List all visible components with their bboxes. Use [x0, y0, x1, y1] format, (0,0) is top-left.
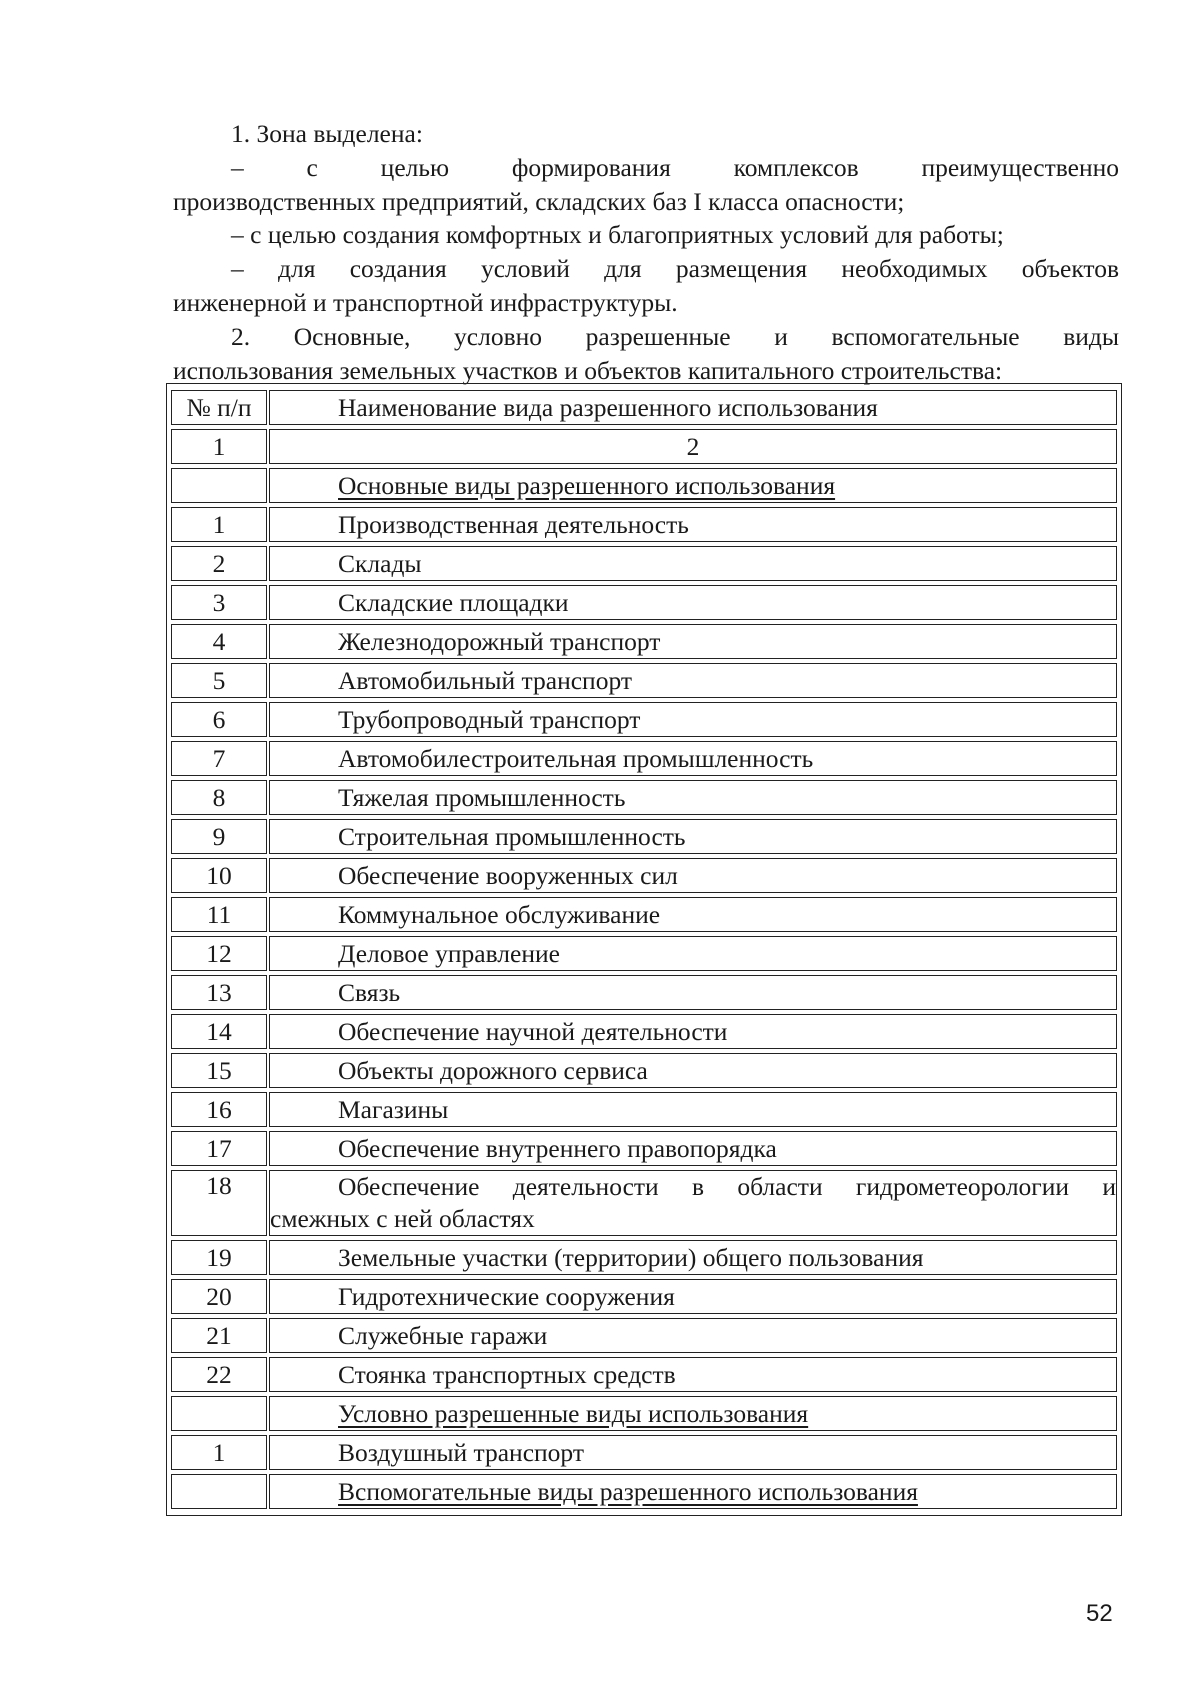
row-name-cell: Земельные участки (территории) общего пользования — [269, 1240, 1117, 1275]
paragraph-zone-allocated: 1. Зона выделена: — [231, 119, 423, 148]
row-number-cell: 9 — [171, 819, 267, 854]
empty-num-cell — [171, 468, 267, 503]
row-name-cell: Обеспечение вооруженных сил — [269, 858, 1117, 893]
column-number-2: 2 — [269, 429, 1117, 464]
table-row — [171, 741, 1117, 776]
row-number-cell: 10 — [171, 858, 267, 893]
table-row — [171, 1053, 1117, 1088]
table-row — [171, 1131, 1117, 1166]
table-row — [171, 702, 1117, 737]
row-name-cell: Магазины — [269, 1092, 1117, 1127]
row-name-cell: Коммунальное обслуживание — [269, 897, 1117, 932]
row-name-cell: Склады — [269, 546, 1117, 581]
row-name-cell: Стоянка транспортных средств — [269, 1357, 1117, 1392]
page-number: 52 — [1086, 1600, 1113, 1627]
table-row — [171, 1014, 1117, 1049]
row-name-cell: Обеспечение научной деятельности — [269, 1014, 1117, 1049]
table-row — [171, 1240, 1117, 1275]
row-name-cell: Строительная промышленность — [269, 819, 1117, 854]
table-row — [171, 1092, 1117, 1127]
row-name-cell: Тяжелая промышленность — [269, 780, 1117, 815]
row-number-cell: 19 — [171, 1240, 267, 1275]
table-row — [171, 858, 1117, 893]
header-num-cell: № п/п — [171, 390, 267, 425]
table-row — [171, 897, 1117, 932]
section-title-auxiliary: Вспомогательные виды разрешенного использования — [269, 1474, 1117, 1509]
paragraph-usage-types-line2: использования земельных участков и объектов капитального строительства: — [173, 356, 1003, 385]
table-row — [171, 1357, 1117, 1392]
paragraph-purpose-1-line2: производственных предприятий, складских баз I класса опасности; — [173, 187, 905, 216]
table-row — [171, 936, 1117, 971]
row-number-cell: 15 — [171, 1053, 267, 1088]
row-number-cell: 20 — [171, 1279, 267, 1314]
row-number-cell: 2 — [171, 546, 267, 581]
section-row — [171, 1474, 1117, 1509]
table-row — [171, 663, 1117, 698]
row-name-cell: Объекты дорожного сервиса — [269, 1053, 1117, 1088]
empty-num-cell — [171, 1474, 267, 1509]
row-name-cell: Производственная деятельность — [269, 507, 1117, 542]
row-name-cell: Автомобильный транспорт — [269, 663, 1117, 698]
usage-types-table — [166, 383, 1122, 1516]
paragraph-purpose-3-line2: инженерной и транспортной инфраструктуры. — [173, 288, 678, 317]
row-number-cell: 11 — [171, 897, 267, 932]
row-name-cell: Железнодорожный транспорт — [269, 624, 1117, 659]
section-row — [171, 1396, 1117, 1431]
row-number-cell: 6 — [171, 702, 267, 737]
table-row — [171, 819, 1117, 854]
table-row — [171, 585, 1117, 620]
column-number-1: 1 — [171, 429, 267, 464]
row-name-cell: Служебные гаражи — [269, 1318, 1117, 1353]
table-row — [171, 1435, 1117, 1470]
section-title-conditional: Условно разрешенные виды использования — [269, 1396, 1117, 1431]
row-name-cell: Складские площадки — [269, 585, 1117, 620]
row-name-cell: Трубопроводный транспорт — [269, 702, 1117, 737]
row-number-cell: 13 — [171, 975, 267, 1010]
paragraph-purpose-1-line1: – с целью формирования комплексов преимущественно — [231, 153, 1119, 182]
table-row — [171, 1318, 1117, 1353]
row-name-cell: Воздушный транспорт — [269, 1435, 1117, 1470]
row-number-cell: 3 — [171, 585, 267, 620]
row-name-cell: Обеспечение внутреннего правопорядка — [269, 1131, 1117, 1166]
row-number-cell: 5 — [171, 663, 267, 698]
table-header-row — [171, 390, 1117, 425]
table-row — [171, 975, 1117, 1010]
row-name-cell: Гидротехнические сооружения — [269, 1279, 1117, 1314]
table-row — [171, 624, 1117, 659]
row-number-cell: 4 — [171, 624, 267, 659]
row-name-cell: Деловое управление — [269, 936, 1117, 971]
row-number-cell: 22 — [171, 1357, 267, 1392]
section-title-main: Основные виды разрешенного использования — [269, 468, 1117, 503]
row-number-cell: 16 — [171, 1092, 267, 1127]
table-row — [171, 546, 1117, 581]
empty-num-cell — [171, 1396, 267, 1431]
section-row-main — [171, 468, 1117, 503]
row-number-cell: 7 — [171, 741, 267, 776]
row-number-cell: 1 — [171, 1435, 267, 1470]
paragraph-purpose-3-line1: – для создания условий для размещения необходимых объектов — [231, 254, 1119, 283]
row-name-cell: Обеспечение деятельности в области гидрометеорологии и смежных с ней областях — [269, 1170, 1117, 1236]
row-name-cell: Автомобилестроительная промышленность — [269, 741, 1117, 776]
row-number-cell: 8 — [171, 780, 267, 815]
row-number-cell: 17 — [171, 1131, 267, 1166]
row-number-cell: 14 — [171, 1014, 267, 1049]
row-number-cell: 1 — [171, 507, 267, 542]
row-number-cell: 21 — [171, 1318, 267, 1353]
table-row — [171, 1279, 1117, 1314]
paragraph-purpose-2: – с целью создания комфортных и благоприятных условий для работы; — [231, 220, 1004, 249]
row-name-cell: Связь — [269, 975, 1117, 1010]
table-row — [171, 507, 1117, 542]
paragraph-usage-types-line1: 2. Основные, условно разрешенные и вспомогательные виды — [231, 322, 1119, 351]
table-row — [171, 780, 1117, 815]
row-number-cell: 18 — [171, 1170, 267, 1236]
row-number-cell: 12 — [171, 936, 267, 971]
header-name-cell: Наименование вида разрешенного использования — [269, 390, 1117, 425]
table-row — [171, 1170, 1117, 1236]
column-number-row — [171, 429, 1117, 464]
